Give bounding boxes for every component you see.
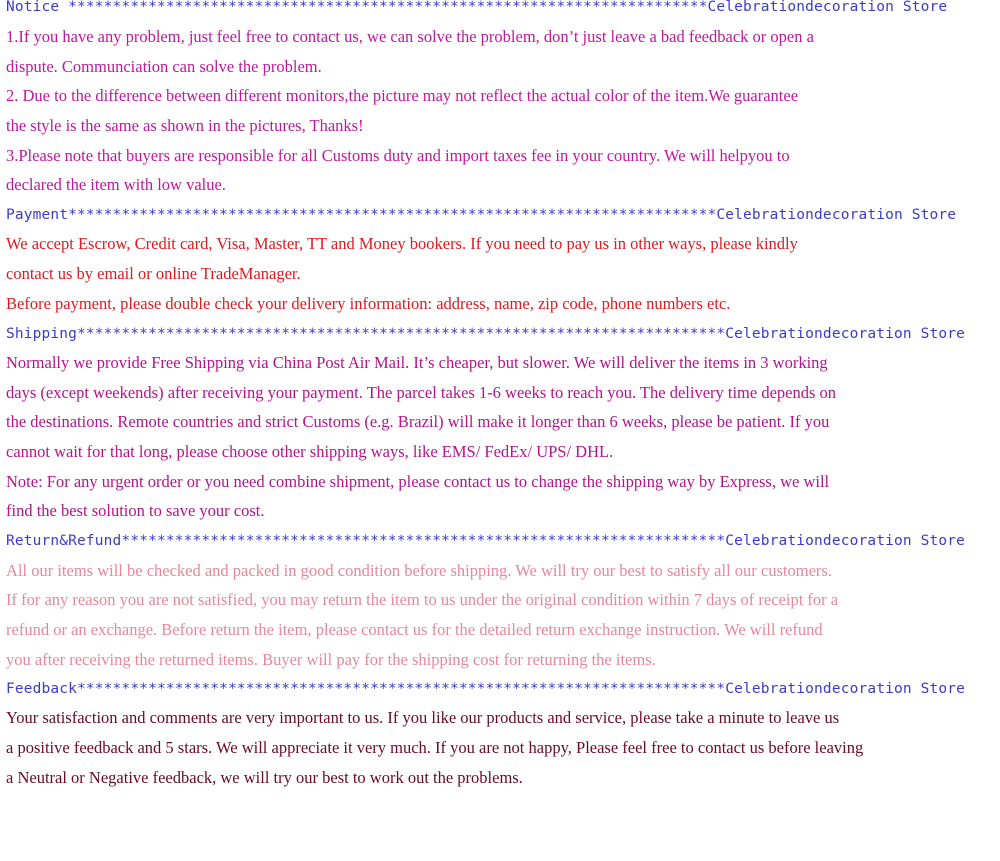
notice-line: 2. Due to the difference between different monitors,the picture may not reflect the actual color of the item.We guarantee — [6, 86, 799, 105]
shipping-line: Note: For any urgent order or you need combine shipment, please contact us to change the shipping way by Express, we will — [6, 472, 830, 491]
payment-header: Payment*************************************************************************Celebrationdecoration Store — [6, 207, 957, 223]
notice-header: Notice ************************************************************************Celebrationdecoration Store — [6, 0, 948, 15]
payment-line: contact us by email or online TradeManager. — [6, 264, 301, 283]
shipping-header: Shipping*************************************************************************Celebrationdecoration Store — [6, 326, 966, 342]
shipping-line: cannot wait for that long, please choose other shipping ways, like EMS/ FedEx/ UPS/ DHL. — [6, 442, 614, 461]
payment-line: We accept Escrow, Credit card, Visa, Master, TT and Money bookers. If you need to pay us in other ways, please kindly — [6, 234, 798, 253]
feedback-header: Feedback*************************************************************************Celebrationdecoration Store — [6, 681, 966, 697]
feedback-line: Your satisfaction and comments are very important to us. If you like our products and service, please take a minute to leave us — [6, 708, 840, 727]
notice-line: the style is the same as shown in the pictures, Thanks! — [6, 116, 364, 135]
shipping-line: Normally we provide Free Shipping via China Post Air Mail. It’s cheaper, but slower. We will deliver the items in 3 working — [6, 353, 828, 372]
refund-line: If for any reason you are not satisfied, you may return the item to us under the original condition within 7 days of receipt for a — [6, 590, 839, 609]
refund-header: Return&Refund********************************************************************Celebrationdecoration Store — [6, 533, 966, 549]
notice-line: 1.If you have any problem, just feel free to contact us, we can solve the problem, don’t just leave a bad feedback or open a — [6, 27, 814, 46]
feedback-line: a Neutral or Negative feedback, we will try our best to work out the problems. — [6, 768, 523, 787]
refund-line: refund or an exchange. Before return the item, please contact us for the detailed return exchange instruction. We will refund — [6, 620, 823, 639]
notice-line: dispute. Communciation can solve the problem. — [6, 57, 322, 76]
payment-line: Before payment, please double check your delivery information: address, name, zip code, phone numbers etc. — [6, 294, 731, 313]
shipping-line: find the best solution to save your cost. — [6, 501, 265, 520]
notice-line: 3.Please note that buyers are responsible for all Customs duty and import taxes fee in your country. We will helpyou to — [6, 146, 790, 165]
refund-line: All our items will be checked and packed in good condition before shipping. We will try our best to satisfy all our customers. — [6, 561, 832, 580]
shipping-line: the destinations. Remote countries and strict Customs (e.g. Brazil) will make it longer than 6 weeks, please be patient. If you — [6, 412, 830, 431]
feedback-line: a positive feedback and 5 stars. We will appreciate it very much. If you are not happy, Please feel free to contact us before leaving — [6, 738, 864, 757]
notice-line: declared the item with low value. — [6, 175, 226, 194]
shipping-line: days (except weekends) after receiving your payment. The parcel takes 1-6 weeks to reach you. The delivery time depends on — [6, 383, 837, 402]
refund-line: you after receiving the returned items. Buyer will pay for the shipping cost for returning the items. — [6, 650, 656, 669]
